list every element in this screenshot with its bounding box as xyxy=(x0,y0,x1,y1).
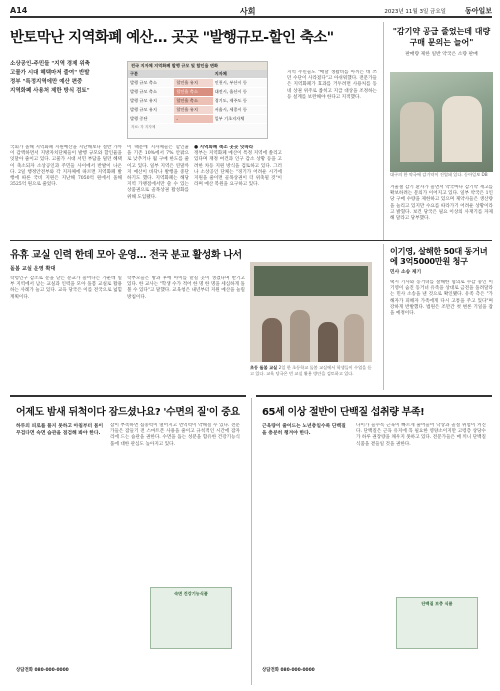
section-divider xyxy=(10,240,492,241)
sleep-advertisement xyxy=(10,395,246,685)
deck-line: 지역화폐 사용처 제한 방식 검토" xyxy=(10,88,90,94)
pharmacy-photo-caption: 대구의 한 약국에 감기약이 진열돼 있다. 동아일보 DB xyxy=(390,172,488,177)
paragraph: 정부는 지역화폐 예산이 특정 지역에 쏠리고 있다며 재정 여건과 인구 감소 상황 등을 고려한 차등 지원 방식을 검토하고 있다. 그러나 소상공인 단체는 "경기가 어려운 시기에 지원을 줄이면 골목상권이 더 위축될 것"이라며 예산 복원을 요구하고 있다. xyxy=(194,151,282,188)
paragraph: 국회가 올해 지역화폐 지원예산을 지난해보다 절반 가까이 감액하면서 지방자치단체들이 발행 규모와 할인율을 잇달아 줄이고 있다. 고물가 시대 서민 부담을 덜던 혜택이 축소되자 소상공인과 주민들 사이에서 반발이 나온다. 2일 행정안전부와 각 지자체에 따르면 지역화폐 발행에 따른 국비 지원은 지난해 7050억 원에서 올해 3525억 원으로 줄었다. xyxy=(10,145,122,188)
protein-advertisement xyxy=(256,395,492,685)
side-story-headline: "감기약 공급 줄었는데 대량구매 문의는 늘어" xyxy=(392,27,491,47)
deck-line: 소상공인-주민들 "지역 경제 위축 xyxy=(10,61,90,67)
table-cell: 할인율 축소 xyxy=(174,97,212,106)
top-story-column-4 xyxy=(287,70,377,239)
table-cell: - xyxy=(174,115,212,124)
photo-figure xyxy=(442,96,482,162)
table-row xyxy=(128,106,267,115)
middle-story-column-1 xyxy=(10,276,122,388)
side-story-subhead: 판매량 제한 일반 약국은 소량 판매 xyxy=(405,52,478,57)
ad-lead: 하루의 피로를 풀지 못하고 아침부터 몸이 무겁다면 숙면 습관을 점검해 봐야 한다. xyxy=(16,424,104,436)
photo-figure xyxy=(318,322,338,362)
issue-date: 2023년 11월 3일 금요일 xyxy=(384,9,446,15)
top-story-column-3 xyxy=(194,145,282,239)
top-story-deck xyxy=(10,60,122,96)
photo-blackboard xyxy=(254,266,368,296)
photo-figure xyxy=(344,314,364,362)
table-source: 자료: 각 지자체 xyxy=(131,125,156,129)
table-cell: 할인율 유지 xyxy=(174,106,212,115)
table-cell: 발행 규모 유지 xyxy=(128,106,174,115)
table-cell: 할인율 축소 xyxy=(174,88,212,97)
paragraph: 학부모들은 방과 후에 아이를 맡길 곳이 생겼다며 반기고 있다. 한 교사는 "학생 수가 적어 한 명 한 명을 세심하게 돌볼 수 있다"고 말했다. 교육청은 내년부터 지원 예산을 늘릴 방침이다. xyxy=(127,276,245,300)
ad-phone: 상담전화 080-000-0000 xyxy=(262,668,315,673)
table-cell: 발행 규모 축소 xyxy=(128,79,174,88)
table-header: 지자체 xyxy=(213,70,267,79)
top-story-column-1 xyxy=(10,145,122,239)
right-story-body xyxy=(390,280,493,388)
table-cell: 발행 규모 유지 xyxy=(128,97,174,106)
table-cell: 서울시, 세종시 등 xyxy=(213,106,267,115)
top-story-headline: 반토막난 지역화폐 예산… 곳곳 "발행규모-할인 축소" xyxy=(10,30,334,46)
photo-figure xyxy=(262,318,282,362)
table-cell: 일부 기초지자체 xyxy=(213,115,267,124)
table-row xyxy=(128,97,267,106)
region-change-table xyxy=(127,61,268,139)
classroom-photo-caption xyxy=(250,365,372,376)
table-cell: 발행 규모 축소 xyxy=(128,88,174,97)
table-row xyxy=(128,115,267,124)
ad-headline: 어제도 밤새 뒤척이다 잠드셨나요? '수면의 질'이 중요 xyxy=(16,407,240,418)
ad-lead: 근육량이 줄어드는 노년층일수록 단백질을 충분히 챙겨야 한다. xyxy=(262,424,346,436)
side-story-body xyxy=(390,185,493,239)
ad-product-image xyxy=(396,597,478,649)
masthead xyxy=(10,4,492,18)
caption-title: 초등 돌봄 교실 xyxy=(250,365,279,370)
photo-figure xyxy=(400,102,434,162)
table-body xyxy=(128,70,267,124)
story-subhead: ● 지역화폐 축소 곳곳 잇따라 xyxy=(194,145,254,150)
paragraph: 잠이 부족하면 집중력이 떨어지고 면역력이 약해질 수 있다. 전문가들은 잠들기 전 스마트폰 사용을 줄이고 규칙적인 시간에 잠자리에 드는 습관을 권한다. 수면을 돕는 성분을 함유한 건강기능식품에 대한 관심도 높아지고 있다. xyxy=(110,423,240,447)
paragraph: 나이가 들수록 근육이 빠르게 줄어들어 낙상과 골절 위험이 커진다. 단백질은 근육 유지에 꼭 필요한 영양소이지만 고령층 상당수가 하루 권장량을 채우지 못하고 있다. 전문가들은 매 끼니 단백질 식품을 곁들일 것을 권한다. xyxy=(356,423,486,447)
top-story-column-2 xyxy=(127,145,189,239)
table-cell: 경기도, 제주도 등 xyxy=(213,97,267,106)
product-name: 단백질 보충 식품 xyxy=(421,601,453,606)
paragraph: 겨울철 감기 환자가 늘면서 약국마다 감기약 재고를 확보하려는 문의가 이어지고 있다. 일부 약국은 1인당 구매 수량을 제한하고 있으며 제약사들은 생산량을 늘리고 있지만 수요를 따라가기 어려운 상황이라고 밝혔다. 보건 당국은 필요 이상의 사재기를 자제해 달라고 당부했다. xyxy=(390,185,493,222)
deck-line: 정부 "특정지역에만 예산 편중 xyxy=(10,79,83,85)
ad-body xyxy=(110,423,240,563)
deck-line: 고물가 시대 혜택마저 줄여" 반발 xyxy=(10,70,90,76)
paragraph: 지역 주민들도 "매달 생활비를 아끼는 데 쓰던 수단이 사라졌다"고 아쉬워했다. 전문가들은 지역화폐가 효과를 거두려면 사용처를 동네 상권 위주로 좁히고 지급 대상을 조정하는 등 설계를 보완해야 한다고 지적했다. xyxy=(287,70,377,100)
middle-story-headline: 유휴 교실 인력 한데 모아 운영… 전국 분교 활성화 나서 xyxy=(10,250,242,261)
column-divider xyxy=(383,22,384,240)
table-title: 전국 지자체 지역화폐 발행 규모 및 할인율 변화 xyxy=(128,62,267,70)
table-cell: 대전시, 울산시 등 xyxy=(213,88,267,97)
product-name: 숙면 건강기능식품 xyxy=(174,591,208,596)
ad-phone: 상담전화 080-000-0000 xyxy=(16,668,69,673)
column-divider xyxy=(251,398,252,685)
paragraph: 학령인구 감소로 문을 닫는 분교가 늘어나는 가운데 일부 지역에서 남는 교실과 인력을 모아 돌봄 교실로 활용하는 사례가 늘고 있다. 교육 당국은 이를 전국으로 넓힐 계획이다. xyxy=(10,276,122,300)
ad-body xyxy=(356,423,486,563)
caption-text: 2일 한 초등학교 돌봄 교실에서 학생들이 수업을 듣고 있다. 교육 당국은 빈 교실 활용 방안을 검토하고 있다. xyxy=(250,365,372,376)
ad-product-image xyxy=(150,587,232,649)
newspaper-brand: 동아일보 xyxy=(464,7,492,15)
table-cell: 발행 중단 xyxy=(128,115,174,124)
table-header: 구분 xyxy=(128,70,174,79)
table-row xyxy=(128,88,267,97)
ad-headline: 65세 이상 절반이 단백질 섭취량 부족! xyxy=(262,407,425,418)
column-divider xyxy=(383,244,384,390)
classroom-photo xyxy=(250,262,372,362)
table-header xyxy=(174,70,212,79)
paragraph: 이 때문에 지자체들은 할인율을 기존 10%에서 7% 안팎으로 낮추거나 월 구매 한도를 줄이고 있다. 일부 지역은 연말까지 예산이 바닥나 발행을 중단하기도 했다. 지역화폐는 해당 지역 가맹점에서만 쓸 수 있는 상품권으로 골목상권 활성화를 위해 도입됐다. xyxy=(127,145,189,200)
paragraph: 택시 기사와 동거녀를 살해한 혐의로 수감 중인 이기영이 숨진 동거녀 유족을 상대로 금전을 돌려달라는 민사 소송을 낸 것으로 확인됐다. 유족 측은 "가해자가 피해자 가족에게 다시 고통을 주고 있다"며 강하게 반발했다. 법원은 조만간 첫 변론 기일을 잡을 예정이다. xyxy=(390,280,493,317)
section-name: 사회 xyxy=(240,7,256,16)
pharmacy-photo xyxy=(390,72,493,172)
right-story-subhead: 민사 소송 제기 xyxy=(390,270,422,275)
table-cell: 할인율 유지 xyxy=(174,79,212,88)
table-cell: 인천시, 부산시 등 xyxy=(213,79,267,88)
photo-figure xyxy=(290,310,310,362)
table-row xyxy=(128,79,267,88)
middle-story-column-2 xyxy=(127,276,245,388)
right-story-headline: 이기영, 살해한 50대 동거녀에 3억5000만원 청구 xyxy=(390,246,488,266)
page-number: A14 xyxy=(10,6,28,15)
middle-story-subhead: 돌봄 교실 운영 확대 xyxy=(10,266,56,272)
